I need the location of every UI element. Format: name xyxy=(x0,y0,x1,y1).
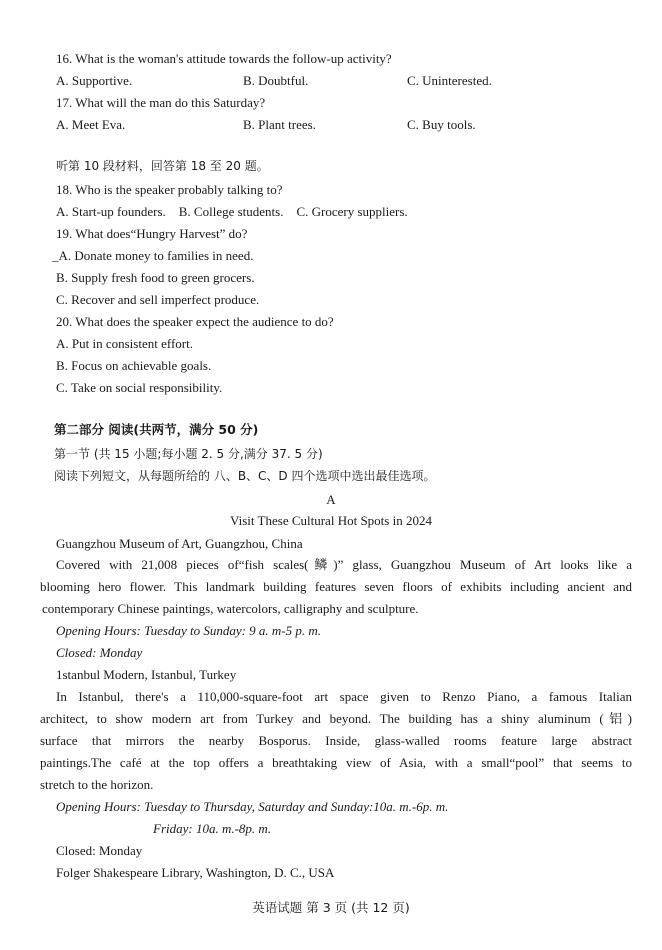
question-19: 19. What does“Hungry Harvest” do? xyxy=(56,226,248,241)
q20-option-b: B. Focus on achievable goals. xyxy=(56,358,212,373)
q18-options: A. Start-up founders. B. College students. C. Grocery suppliers. xyxy=(56,204,408,219)
museum-1-text-line: blooming hero flower. This landmark building features seven floors of exhibits including ancient and xyxy=(40,579,632,594)
q19-option-a: _A. Donate money to families in need. xyxy=(52,248,254,263)
q19-option-b: B. Supply fresh food to green grocers. xyxy=(56,270,255,285)
passage-title: Visit These Cultural Hot Spots in 2024 xyxy=(230,513,432,528)
museum-3-name: Folger Shakespeare Library, Washington, D. C., USA xyxy=(56,865,335,880)
question-20: 20. What does the speaker expect the audience to do? xyxy=(56,314,334,329)
museum-2-name: 1stanbul Modern, Istanbul, Turkey xyxy=(56,667,237,682)
q16-option-c: C. Uninterested. xyxy=(407,73,492,88)
question-16: 16. What is the woman's attitude towards the follow-up activity? xyxy=(56,51,392,66)
q20-option-c: C. Take on social responsibility. xyxy=(56,380,223,395)
q17-option-a: A. Meet Eva. xyxy=(56,117,126,132)
museum-2-closed: Closed: Monday xyxy=(56,843,143,858)
q19-option-c: C. Recover and sell imperfect produce. xyxy=(56,292,260,307)
q16-option-a: A. Supportive. xyxy=(56,73,133,88)
question-17: 17. What will the man do this Saturday? xyxy=(56,95,266,110)
page-footer: 英语试题 第 3 页 (共 12 页) xyxy=(252,900,410,915)
section-one-title: 第一节 (共 15 小题;每小题 2. 5 分,满分 37. 5 分) xyxy=(54,447,323,461)
q16-option-b: B. Doubtful. xyxy=(243,73,309,88)
q17-option-b: B. Plant trees. xyxy=(243,117,316,132)
passage-letter: A xyxy=(326,492,336,507)
museum-2-text-line: In Istanbul, there's a 110,000-square-foot art space given to Renzo Piano, a famous Italian xyxy=(56,689,632,704)
q20-option-a: A. Put in consistent effort. xyxy=(56,336,193,351)
museum-2-text-line: surface that mirrors the nearby Bosporus. Inside, glass-walled rooms feature large abstract xyxy=(40,733,632,748)
part-two-title: 第二部分 阅读(共两节，满分 50 分) xyxy=(54,422,259,437)
museum-2-text-line: stretch to the horizon. xyxy=(40,777,154,792)
museum-1-hours: Opening Hours: Tuesday to Sunday: 9 a. m-5 p. m. xyxy=(56,623,322,638)
reading-instruction: 阅读下列短文，从每题所给的 八、B、C、D 四个选项中选出最佳选项。 xyxy=(54,469,436,483)
museum-1-text-line: Covered with 21,008 pieces of“fish scales(鳞)” glass, Guangzhou Museum of Art looks like a xyxy=(56,557,632,572)
museum-2-hours-friday: Friday: 10a. m.-8p. m. xyxy=(153,821,272,836)
museum-2-text-line: paintings.The café at the top offers a breathtaking view of Asia, with a small“pool” that seems to xyxy=(40,755,632,770)
museum-2-hours: Opening Hours: Tuesday to Thursday, Saturday and Sunday:10a. m.-6p. m. xyxy=(56,799,449,814)
listening-instruction: 听第 10 段材料，回答第 18 至 20 题。 xyxy=(56,159,269,173)
museum-1-text-line: contemporary Chinese paintings, watercolors, calligraphy and sculpture. xyxy=(42,601,419,616)
museum-1-name: Guangzhou Museum of Art, Guangzhou, China xyxy=(56,536,303,551)
museum-1-closed: Closed: Monday xyxy=(56,645,143,660)
museum-2-text-line: architect, to show modern art from Turkey and beyond. The building has a shiny aluminum (铝) xyxy=(40,711,632,726)
q17-option-c: C. Buy tools. xyxy=(407,117,476,132)
question-18: 18. Who is the speaker probably talking to? xyxy=(56,182,283,197)
